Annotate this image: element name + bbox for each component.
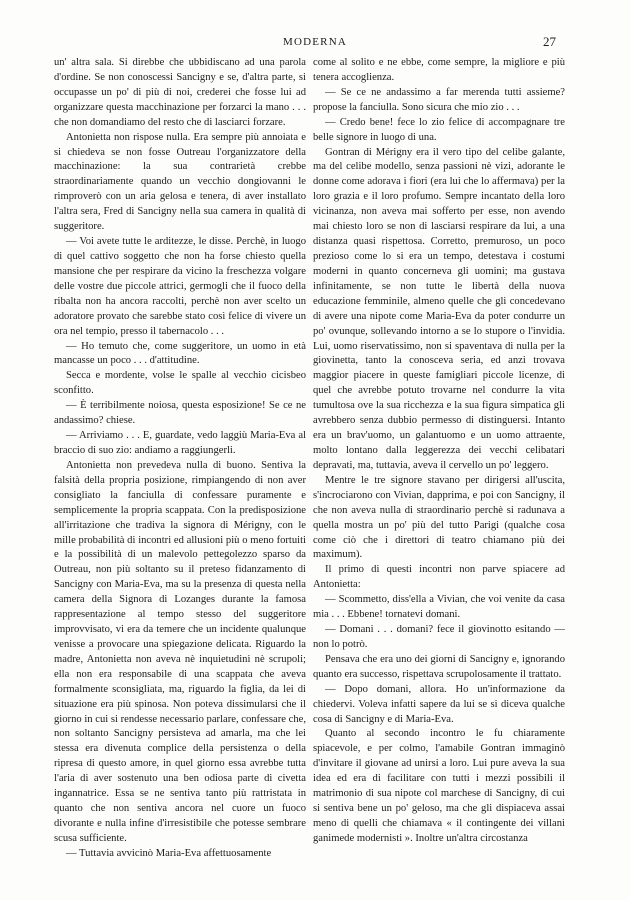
paragraph: — Tuttavia avvicinò Maria-Eva affettuosamente: [66, 847, 272, 859]
paragraph: Gontran di Mérigny era il vero tipo del celibe galante, ma del celibe modello, senza passioni nè vizi, adorante le donne come adorava i fiori (era lui che lo affermava) per la loro grazia e il loro profumo. Sempre incantato della loro vicinanza, non aveva mai sofferto per esse, non avendo mai chiesto loro se non di lasciarsi respirare da lui, a una distanza quasi rispettosa. Corretto, premuroso, un poco prezioso come lo si era un tempo, detestava i costumi moderni in quanto concerneva gli uomini; ma gustava infinitamente, se non tutte le libertà della nuova educazione femminile, almeno quelle che gli concedevano di avere una nipote come Maria-Eva da poter condurre un po' ovunque, sollevando intorno a se lo stupore o l'invidia. Lui, uomo riservatissimo, non si spaventava di nulla per la giovinetta, tanto la conosceva seria, ed anzi trovava maggior piacere in queste famigliari piccole licenze, di quel che avrebbe potuto trovarne nel condurre la vita tumultosa ove la sua ricchezza e la sua figura simpatica gli avrebbero senza dubbio permesso di distinguersi. Intanto era un brav'uomo, un galantuomo e un uomo attraente, molto lontano dalla leggerezza dei vecchi celibatari depravati, ma, tuttavia, aveva il cervello un po' leggero.: [313, 146, 565, 471]
paragraph: Antonietta non prevedeva nulla di buono. Sentiva la falsità della propria posizione, rimpiangendo di non aver consigliato la fanciulla di confessare puramente e semplicemente la propria scappata. Con la predisposizione all'irritazione che tradiva la signora di Mérigny, con le mille probabilità di incontri ed allusioni più o meno fortuiti e la possibilità di un malevolo pettegolezzo sparso da Outreau, non più soltanto su il preteso fidanzamento di Sancigny con Maria-Eva, ma su la presenza di questa nella camera della Signora di Lozanges durante la famosa rappresentazione al tempo stesso del suggeritore improvvisato, vi era da temere che un incidente qualunque venisse a provocare una spiegazione delicata. Riguardo la madre, Antonietta non aveva nè inquietudini nè scrupoli; ella non era responsabile di una scappata che aveva formalmente sconsigliata, ma, riguardo la figlia, da lei di situazione era più spinosa. Non poteva dissimularsi che il giorno in cui si rendesse necessario parlare, confessare che, non soltanto Sancigny persisteva ad amarla, ma che lei stessa era divenuta complice della persistenza o della ripresa di questo amore, in quel giorno essa avrebbe tutta l'aria di aver sostenuto una ben odiosa parte di civetta ingannatrice. Essa se ne sentiva tanto più rattristata in quanto che non sentiva ancora nel cuore un fuoco divorante e nulla infine d'irresistibile che potesse sembrare scusa sufficiente.: [54, 459, 306, 844]
paragraph: — Voi avete tutte le arditezze, le disse. Perchè, in luogo di quel cattivo soggetto che non ha forse chiesto quella mansione che per respirare da vicino la freschezza volgare delle vostre due piccole attrici, germogli che il fuoco della ribalta non ha ancora raccolti, perchè non aver scelto un adoratore provato che sarebbe stato così felice di vivere un ora nel tempio, presso il tabernacolo . . .: [54, 236, 306, 337]
paragraph: — Ho temuto che, come suggeritore, un uomo in età mancasse un poco . . . d'attitudine.: [54, 340, 306, 367]
running-title: MODERNA: [282, 36, 347, 48]
paragraph: Il primo di questi incontri non parve spiacere ad Antonietta:: [313, 564, 565, 591]
right-column: [313, 56, 565, 847]
paragraph: Secca e mordente, volse le spalle al vecchio cicisbeo sconfitto.: [54, 370, 306, 397]
paragraph: — Se ce ne andassimo a far merenda tutti assieme? propose la fanciulla. Sono sicura che mio zio . . .: [313, 86, 565, 113]
paragraph: — Arriviamo . . . E, guardate, vedo laggiù Maria-Eva al braccio di suo zio: andiamo a raggiungerli.: [54, 430, 306, 456]
paragraph: Mentre le tre signore stavano per dirigersi all'uscita, s'incrociarono con Vivian, dapprima, e poi con Sancigny, il che non aveva nulla di straordinario perchè si radunava a quella mostra un po' più del tutto Parigi (qualche cosa come ciò che i direttori di teatro chiamano più dei maximum).: [313, 474, 565, 561]
running-head: [0, 36, 630, 52]
paragraph: — Domani . . . domani? fece il giovinotto esitando — non lo potrò.: [313, 624, 565, 650]
paragraph: Quanto al secondo incontro le fu chiaramente spiacevole, e per colmo, l'amabile Gontran immaginò d'invitare il giovane ad unirsi a loro. Lui pure aveva la sua idea ed era di facilitare con tutti i mezzi possibili il matrimonio di sua nipote col marchese di Sancigny, di cui si sentiva bene un po' geloso, ma che gli dispiaceva assai meno di quelli che chiamava « il contingente dei villani ganimede modernisti ». Inoltre un'altra circostanza: [313, 728, 565, 844]
paragraph: — Scommetto, diss'ella a Vivian, che voi venite da casa mia . . . Ebbene! tornatevi domani.: [313, 594, 565, 621]
paragraph: Antonietta non rispose nulla. Era sempre più annoiata e si chiedeva se non fosse Outreau l'organizzatore della macchinazione: la sua contrarietà crebbe straordinariamente quando un vecchio dongiovanni le rimproverò con un aria gelosa e tenera, di aver installato l'altra sera, Fred di Sancigny nella sua camera in qualità di suggeritore.: [54, 131, 306, 233]
paragraph: — È terribilmente noiosa, questa esposizione! Se ce ne andassimo? chiese.: [54, 400, 306, 427]
page-number: 27: [543, 34, 556, 49]
paragraph: Pensava che era uno dei giorni di Sancigny e, ignorando quanto era successo, rispettava scrupolosamente il trattato.: [313, 653, 565, 680]
left-column: [54, 56, 306, 862]
paragraph: — Dopo domani, allora. Ho un'informazione da chiedervi. Voleva infatti sapere da lui se si diceva qualche cosa di Sancigny e di Maria-Eva.: [313, 683, 565, 725]
paragraph: come al solito e ne ebbe, come sempre, la migliore e più tenera accoglienza.: [313, 57, 565, 83]
paragraph: — Credo bene! fece lo zio felice di accompagnare tre belle signore in luogo di una.: [313, 116, 565, 143]
paragraph: un' altra sala. Si direbbe che ubbidiscano ad una parola d'ordine. Se non conoscessi Sancigny e se, d'altra parte, si occupasse un po' di più di noi, crederei che fosse lui ad organizzare questa macchinazione per forzarci la mano . . . che non domandiamo del resto che di lasciarci forzare.: [54, 57, 306, 128]
